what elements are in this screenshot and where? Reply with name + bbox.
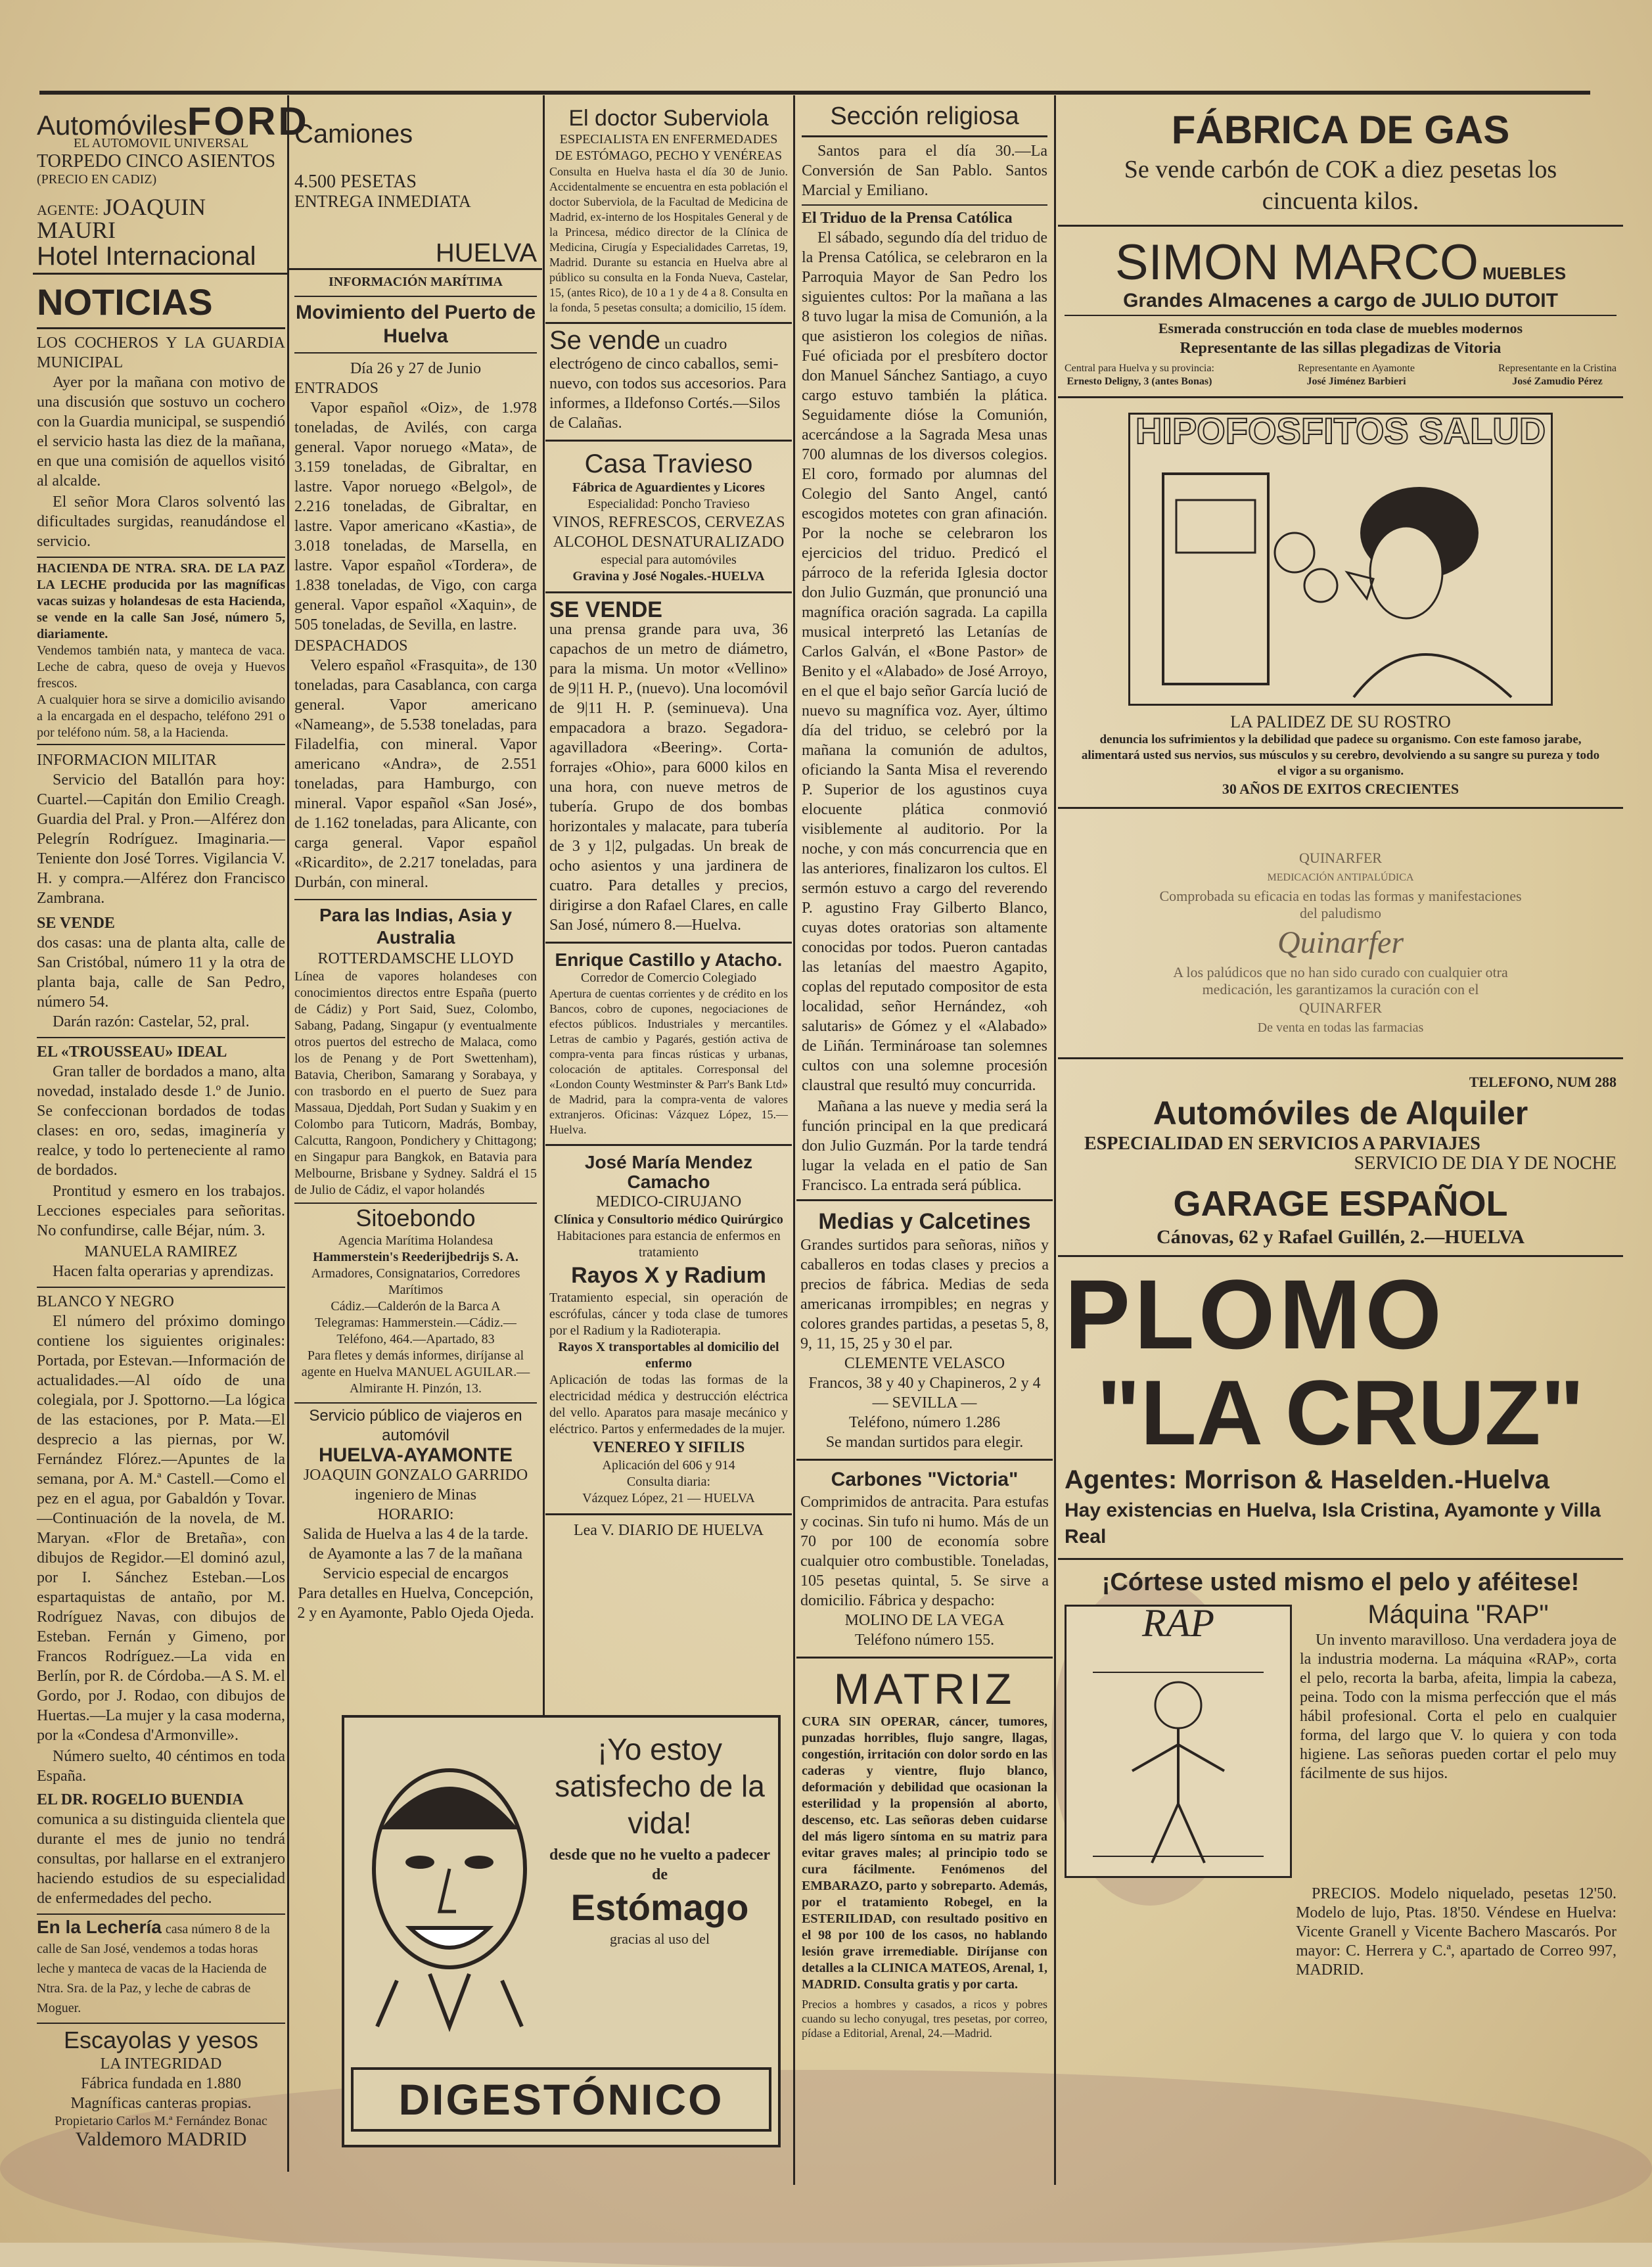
digestonico-ad [342, 1715, 781, 2147]
maquina-rap: Máquina "RAP" [1367, 1600, 1549, 1629]
castillo-ad [545, 944, 792, 1146]
alquiler-title: Automóviles de Alquiler [1153, 1095, 1528, 1132]
agencia: Agencia Marítima Holandesa [338, 1233, 493, 1248]
central: Central para Huelva y su provincia: [1065, 363, 1214, 374]
plomo-ad [1058, 1257, 1623, 1560]
blanco-headline: BLANCO Y NEGRO [37, 1287, 285, 1312]
maritima-dates: Día 26 y 27 de Junio [350, 360, 482, 377]
lacruz-title: "LA CRUZ" [1097, 1361, 1584, 1464]
simon-marco-ad [1058, 227, 1623, 398]
telegramas: Telegramas: Hammerstein.—Cádiz.—Teléfono, 464.—Apartado, 83 [315, 1316, 516, 1346]
rayos-dom: Rayos X transportables al domicilio del enfermo [558, 1340, 779, 1371]
ford-hotel: Hotel Internacional [37, 242, 256, 271]
informes: Para fletes y demás informes, diríjanse al agente en Huelva MANUEL AGUILAR.—Almirante H. Pinzón, 13. [301, 1348, 530, 1396]
maritima-title: Movimiento del Puerto de Huelva [294, 296, 537, 354]
palidez-text: denuncia los sufrimientos y la debilidad que padece su organismo. Con este famoso jarabe, alimentará usted sus nervios, sus músculos y su cerebro, devolviendo a su sangre su pureza y todo el vigor a su organismo. [1081, 733, 1600, 778]
travieso-addr: Gravina y José Nogales.-HUELVA [572, 569, 765, 584]
triduo-text: El sábado, segundo día del triduo de la Prensa Católica, se celebraron en la Parroquia Mayor de San Pedro los siguientes cultos: Por la mañana a las 8 tuvo lugar la misa de Comunión, a la que asistieron los colegios de niñas. Fué oficiada por el presbítero doctor don Manuel Sánchez Santiago, a cuyo cargo estuvo también la plática. Seguidamente dióse la Comunión, acercándose a la Sagrada Mesa unas 700 alumnas de los diversos colegios. El coro, formado por alumnas del Colegio del Santo Angel, cantó escogidos motetes con gran afinación. Por la noche se celebraron los ejercicios del triduo. Predicó el párroco de la referida Iglesia doctor don Julio Guzmán, que pronunció una magnífica oración sagrada. La capilla musical interpretó las Letanías de Carlos Galván, el «Bone Pastor» de Benito y el «Alabado» de José Arroyo, en el que el bajo señor García lució de nuevo su magnífica voz. Ayer, último día del triduo, se celebró por la mañana la comunión de adultos, oficiando la Santa Misa el reverendo P. Superior de los agustinos cuya elocuente plática conmovió visiblemente al auditorio. Por la noche, y con más concurrencia que en las anteriores, finalizaron los cultos. El sermón estuvo a cargo del reverendo P. agustino Fray Gilberto Blanco, cuyas dotes oratorias son altamente conocidas por todos. Pueron cantadas las letanías del maestro Agapito, coplas del reputado compositor de esta localidad, señor Hernández, «oh salutaris» de Gómez y el «Alabado» de Liñán. Terminároase tan solemnes cultos con una solemne procesión claustral que resultó muy concurrida. [802, 229, 1047, 1094]
travieso-auto: especial para automóviles [601, 553, 737, 567]
smiling-man-illustration [357, 1737, 541, 2027]
simon-title: SIMON MARCO [1114, 235, 1479, 290]
ford-agente: JOAQUIN MAURI [37, 194, 206, 243]
sitoebondo: Sitoebondo [294, 1202, 537, 1233]
aplicacion: Aplicación del 606 y 914 [602, 1458, 735, 1473]
top-rule [39, 91, 1590, 95]
ford-brand-left: Automóviles [37, 110, 187, 141]
mendez-ad [545, 1146, 792, 1515]
detalles: Para detalles en Huelva, Concepción, 2 y en Ayamonte, Pablo Ojeda Ojeda. [297, 1585, 534, 1622]
mendez-sub: MEDICO-CIRUJANO [595, 1193, 742, 1210]
castillo-title: Enrique Castillo y Atacho. [555, 950, 783, 970]
huelva-ayamonte: HUELVA-AYAMONTE [318, 1444, 513, 1466]
quinarfer-ad [1058, 809, 1623, 1059]
sevende-headline: SE VENDE [37, 915, 115, 932]
travieso-vinos: VINOS, REFRESCOS, CERVEZAS ALCOHOL DESNATURALIZADO [552, 514, 785, 551]
sevende-text-2: Darán razón: Castelar, 52, pral. [53, 1013, 250, 1030]
escayolas-line-1: LA INTEGRIDAD [100, 2055, 222, 2072]
hammerstein: Hammerstein's Reederijbedrijs S. A. [313, 1250, 518, 1264]
garage-telefono: TELEFONO, NUM 288 [1469, 1074, 1617, 1090]
ford-torpedo: TORPEDO CINCO ASIENTOS [37, 151, 276, 172]
ayamonte-rep: Representante en Ayamonte [1297, 363, 1415, 374]
column-4 [796, 99, 1053, 2188]
quinarfer-text: Comprobada su eficacia en todas las formas y manifestaciones del paludismo [1159, 888, 1522, 921]
hipofosfitos-title: HIPOFOSFITOS SALUD [1135, 410, 1546, 451]
cristina-name: José Zamudio Pérez [1512, 376, 1603, 387]
ingeniero: ingeniero de Minas [354, 1486, 477, 1503]
triduo-text-2: Mañana a las nueve y media será la función principal en la que predicará don Julio Guzmán. Por la tarde tendrá lugar la velada en el patio de San Francisco. La entrada será pública. [802, 1098, 1047, 1194]
triduo-headline: El Triduo de la Prensa Católica [802, 204, 1047, 228]
travieso-title: Casa Travieso [584, 449, 753, 478]
muebles: MUEBLES [1482, 263, 1567, 283]
consulta: Consulta diaria: [626, 1475, 711, 1489]
lea-diario: Lea V. DIARIO DE HUELVA [573, 1522, 764, 1539]
column-2 [289, 99, 542, 1722]
sevende-ad [545, 324, 792, 442]
medias-title: Medias y Calcetines [818, 1209, 1031, 1234]
sevende2-text: una prensa grande para uva, 36 capachos de un metro de diámetro, para la misma. Un motor «Vellino» de 9|11 H. P., (nuevo). Una locomóvil de 9|11 H. P. (seminueva). Una empacadora a brazo. Segadora-agavilladora «Beering». Corta-forrajes «Ohio», para 6000 kilos en una hora, con nueve metros de tubería. Grupo de dos bombas horizontales y malacate, para tubería de 3 y 1|2, pulgadas. Un break de ocho asientos y una jardinera de cuatro. Para detalles y precios, dirigirse a don Rafael Clares, en calle San José, número 8.—Huelva. [549, 621, 788, 934]
buendia-headline: EL DR. ROGELIO BUENDIA [37, 1791, 244, 1808]
despachados-label: DESPACHADOS [294, 637, 408, 654]
mendez-title: José María Mendez Camacho [584, 1152, 753, 1192]
escayolas-line-5: Valdemoro MADRID [75, 2128, 247, 2150]
rayos-text: Tratamiento especial, sin operación de escrófulas, cáncer y toda clase de tumores por el Radium y la Radioterapia. [549, 1291, 788, 1338]
alquiler-spec: ESPECIALIDAD EN SERVICIOS A PARVIAJES [1084, 1134, 1480, 1154]
column-rule [543, 95, 545, 1718]
gas-title: FÁBRICA DE GAS [1171, 108, 1510, 152]
representante: Representante de las sillas plegadizas de Vitoria [1180, 340, 1502, 357]
quinarfer-text-2: A los palúdicos que no han sido curado con cualquier otra medicación, les garantizamos la curación con el [1173, 964, 1508, 997]
ford-brand: FORD [187, 99, 310, 143]
digestonico-gracias: gracias al uso del [609, 1931, 710, 1947]
militar-headline: INFORMACION MILITAR [37, 752, 217, 769]
matriz-foot: Precios a hombres y casados, a ricos y pobres cuando su lecho conyugal, tres pesetas, por correo, pídase a Editorial, Arenal, 24.—Madrid. [802, 1998, 1047, 2040]
esmerada: Esmerada construcción en toda clase de muebles modernos [1065, 315, 1617, 338]
suberviola-title: El doctor Suberviola [568, 106, 769, 131]
gas-text: Se vende carbón de COK a diez pesetas los cincuenta kilos. [1124, 156, 1557, 215]
travieso-ad [545, 442, 792, 593]
ford-city: HUELVA [435, 239, 537, 267]
column-5 [1058, 99, 1623, 2188]
religiosa-title: Sección religiosa [802, 101, 1047, 137]
venereo: VENEREO Y SIFILIS [592, 1439, 745, 1456]
digestonico-line-2: desde que no he vuelto a padecer de [549, 1846, 770, 1883]
man-figure-illustration [1080, 1659, 1277, 1869]
sevilla: — SEVILLA — [872, 1394, 977, 1411]
servicio-publico: Servicio público de viajeros en automóvil [294, 1402, 537, 1446]
armadores: Armadores, Consignatarios, Corredores Marítimos [311, 1266, 520, 1297]
lecheria-text: casa número 8 de la calle de San José, vendemos a todas horas leche y manteca de vacas de la Hacienda de Ntra. Sra. de la Paz, y leche de cabras de Moguer. [37, 1922, 270, 2015]
quinarfer-2: QUINARFER [1299, 999, 1382, 1016]
escayolas-headline: Escayolas y yesos [63, 2027, 259, 2053]
sevende2-title: SE VENDE [549, 597, 662, 622]
hacienda-ad-2: Vendemos también nata, y manteca de vaca. Leche de cabra, queso de oveja y Huevos frescos. [37, 643, 285, 691]
almacenes: Grandes Almacenes a cargo de JULIO DUTOIT [1123, 290, 1558, 311]
lloyd-text: Línea de vapores holandeses con conocimientos directos entre España (puerto de Cádiz) y Port Said, Suez, Colombo, Sabang, Padang, Singapur (y eventualmente otros puertos del estrecho de Malaca, como los de Penang y de Port Swettenham), Batavia, Cheribon, Samarang y Sorabaya, y con trasbordo en el puerto de Suez para Massaua, Djeddah, Port Sudan y Suakim y en Colombo para Tuticorn, Madrás, Bombay, Calcutta, Rangoon, Pondichery y Chittagong; en Singapur para Bangkok, en Batavia para Melbourne, Brisbane y Sydney. Saldrá el 15 de Julio de Cádiz, el vapor holandés [294, 969, 537, 1197]
sevende-text: un cuadro electrógeno de cinco caballos, semi-nuevo, con todos sus accesorios. Para informes, a Ildefonso Cortés.—Silos de Calañas. [549, 336, 787, 432]
santos-text: Santos para el día 30.—La Conversión de San Pablo. Santos Marcial y Emiliano. [802, 143, 1047, 199]
medias-text: Grandes surtidos para señoras, niños y caballeros en todas clases y precios a precios de fábrica. Medias de seda americanas irrompibles; en negras y colores grandes partidas, a pesetas 5, 8, 9, 11, 15, 25 y 30 el par. [800, 1237, 1049, 1352]
palidez: LA PALIDEZ DE SU ROSTRO [1230, 712, 1451, 731]
cocheros-text-2: El señor Mora Claros solventó las dificultades surgidas, reanudándose el servicio. [37, 493, 285, 550]
rap-logo: RAP [1142, 1601, 1214, 1645]
blanco-text-2: Número suelto, 40 céntimos en toda España. [37, 1748, 285, 1785]
matriz-text: CURA SIN OPERAR, cáncer, tumores, punzadas horribles, flujo sangre, llagas, congestión, irritación con dolor sordo en las caderas y vientre, flujo blanco, deformación y debilidad que ocasionan la esterilidad y la propensión al aborto, descenso, etc. Las señoras deben cuidarse del más ligero síntoma en su matriz para evitar graves males; al principio todo se cura fácilmente. Fenómenos del EMBARAZO, parto y sobreparto. Además, por el tratamiento Robegel, en la ESTERILIDAD, con resultado positivo en el 98 por 100 de los casos, no hablando lesión grave irremediable. Diríjanse con detalles a la CLINICA MATEOS, Arenal, 1, MADRID. Consulta gratis y por carta. [802, 1714, 1047, 1992]
ayamonte-name: José Jiménez Barbieri [1306, 376, 1406, 387]
castillo-text: Apertura de cuentas corrientes y de crédito en los Bancos, cobro de cupones, negociaciones de efectos públicos. Industriales y mercantiles. Letras de cambio y Pagarés, gestión activa de compra-venta para fincas rústicas y urbanas, colocación de aptitales. Corresponsal del «London County Westminster & Parr's Bank Ltd» de Madrid, para la compra-venta de valores extranjeros. Oficinas: Vázquez López, 15.—Huelva. [549, 987, 788, 1136]
mendez-clinica: Clínica y Consultorio médico Quirúrgico [554, 1212, 783, 1227]
column-1 [33, 99, 310, 2188]
central-addr: Ernesto Deligny, 3 (antes Bonas) [1067, 376, 1212, 387]
escayolas-line-3: Magníficas canteras propias. [70, 2095, 252, 2112]
digestonico-line-1: ¡Yo estoy satisfecho de la vida! [555, 1732, 765, 1840]
suberviola-text: Consulta en Huelva hasta el día 30 de Junio. Accidentalmente se encuentra en esta población el doctor Suberviola, de la Facultad de Medicina de Madrid, ex-interno de los Hospitales General y de la Princesa, médico director de la Clínica de Medicina, Cirugía y Especialidades Carretas, 19, Madrid. Durante su estancia en Huelva abre al público su consulta en la Fonda Nueva, Castelar, 15, (antes Rico), de 10 a 1 y de 4 a 8. Consulta en la fonda, 5 pesetas consulta; a domicilio, 15 ídem. [549, 165, 788, 314]
rap-precios: PRECIOS. Modelo niquelado, pesetas 12'50. Modelo de lujo, Ptas. 18'50. Véndese en Huelva: Vicente Granell y Vicente Bachero Mascarós. Por mayor: C. Herrera y C.ª, apartado de Correo 997, MADRID. [1296, 1885, 1617, 1979]
mendez-hab: Habitaciones para estancia de enfermos en tratamiento [557, 1229, 781, 1260]
garage-ad [1058, 1059, 1623, 1257]
column-rule [793, 95, 795, 2185]
carbones-title: Carbones "Victoria" [831, 1469, 1019, 1490]
trousseau-headline: EL «TROUSSEAU» IDEAL [37, 1037, 285, 1062]
sevende-text: dos casas: una de planta alta, calle de San Cristóbal, número 11 y la otra de planta baja, calle de San Pedro, número 54. [37, 934, 285, 1011]
carbones-ad [796, 1461, 1053, 1659]
ford-cadiz: (PRECIO EN CADIZ) [37, 172, 157, 187]
hipofosfitos-ad [1058, 398, 1623, 809]
indias-title: Para las Indias, Asia y Australia [294, 899, 537, 949]
quinarfer-med: MEDICACIÓN ANTIPALÚDICA [1267, 872, 1414, 883]
travieso-spec: Especialidad: Poncho Travieso [587, 497, 750, 511]
despachados-text: Velero español «Frasquita», de 130 toneladas, para Casablanca, con carga general. Vapor americano «Nameang», de 5.538 toneladas, para Filadelfia, con mineral. Vapor americano «Andra», de 2.551 toneladas, para Hamburgo, con mineral. Vapor español «San José», de 1.162 toneladas, para Alicante, con carga general. Vapor español «Ricardito», de 2.217 toneladas, para Durbán, con mineral. [294, 657, 537, 891]
suberviola-ad [545, 99, 792, 324]
plomo-title: PLOMO [1065, 1259, 1446, 1369]
travieso-sub: Fábrica de Aguardientes y Licores [572, 480, 765, 495]
quinarfer-logo: Quinarfer [1277, 925, 1404, 960]
trousseau-text: Gran taller de bordados a mano, alta novedad, instalado desde 1.º de Junio. Se confeccionan bordados de todas clases: en oro, sedas, imaginería y realce, y todo lo perteneciente al ramo de bordados. [37, 1063, 285, 1179]
ford-entrega: ENTREGA INMEDIATA [294, 192, 471, 211]
quinarfer-venta: De venta en todas las farmacias [1257, 1020, 1424, 1035]
velasco-addr: Francos, 38 y 40 y Chapineros, 2 y 4 [808, 1375, 1041, 1392]
medias-telefono: Teléfono, número 1.286 [848, 1414, 1001, 1431]
lecheria-headline: En la Lechería [37, 1917, 162, 1937]
entrados-label: ENTRADOS [294, 380, 379, 397]
woman-drinking-illustration [1143, 461, 1538, 697]
cristina-rep: Representante en la Cristina [1498, 363, 1617, 374]
garage-addr: Cánovas, 62 y Rafael Guillén, 2.—HUELVA [1156, 1226, 1525, 1248]
noticias-title: NOTICIAS [37, 281, 285, 329]
cortese: ¡Córtese usted mismo el pelo y aféitese! [1101, 1569, 1580, 1596]
hacienda-ad: HACIENDA DE NTRA. SRA. DE LA PAZ LA LECHE producida por las magníficas vacas suizas y holandesas de esta Hacienda, se vende en la calle San José, número 5, diariamente. [37, 561, 285, 641]
ford-agente-label: AGENTE: [37, 202, 99, 218]
matriz-ad [796, 1659, 1053, 2046]
alquiler-dia: SERVICIO DE DIA Y DE NOCHE [1354, 1153, 1617, 1174]
molino: MOLINO DE LA VEGA [844, 1612, 1005, 1629]
plomo-existencias: Hay existencias en Huelva, Isla Cristina, Ayamonte y Villa Real [1065, 1500, 1601, 1547]
exitos: 30 AÑOS DE EXITOS CRECIENTES [1222, 781, 1459, 797]
consulta-addr: Vázquez López, 21 — HUELVA [582, 1491, 755, 1505]
sevende-title: Se vende [549, 326, 661, 355]
lloyd: ROTTERDAMSCHE LLOYD [317, 950, 514, 967]
digestonico-brand: DIGESTÓNICO [351, 2067, 771, 2132]
cocheros-text: Ayer por la mañana con motivo de una discusión que sostuvo un cochero con la Guardia municipal, se suspendió el servicio hasta las diez de la mañana, en que una comisión de aquellos visitó al alcalde. [37, 374, 285, 490]
horario-text: Salida de Huelva a las 4 de la tarde. de Ayamonte a las 7 de la mañana Servicio especial de encargos [302, 1526, 529, 1582]
buendia-text: comunica a su distinguida clientela que durante el mes de junio no tendrá consultas, por hallarse en el extranjero haciendo estudios de su especialidad de enfermedades del pecho. [37, 1811, 285, 1907]
escayolas-line-4: Propietario Carlos M.ª Fernández Bonac [55, 2114, 267, 2128]
ford-price: 4.500 PESETAS [294, 172, 417, 192]
maritima-kicker: INFORMACIÓN MARÍTIMA [329, 275, 503, 289]
blanco-text: El número del próximo domingo contiene los siguientes originales: Portada, por Estevan.—Información de actualidades.—Al oído de una colegiala, por J. Spottorno.—La lógica de las estaciones, por P. Mata.—El desprecio a las piernas, por W. Fernández Flórez.—Apuntes de la semana, por A. M.ª Castell.—Como el pez en el agua, por Gabaldón y Tovar.—Continuación de la novela, de M. Maryan. «Flor de Bretaña», con dibujos de Regidor.—El dominó azul, por I. Sánchez Esteban.—Los espartaquistas de antaño, por M. Rodríguez Navas, con dibujos de Esteban. Fernán y Gimeno, por Francos Rodríguez.—La vida en Berlín, por R. de Córdoba.—A S. M. el Gordo, por J. Rodao, con dibujos de Huertas.—La mujer y la casa moderna, por la «Condesa d'Armonville». [37, 1313, 285, 1744]
trousseau-text-3: Hacen falta operarias y aprendizas. [53, 1263, 274, 1280]
horario: HORARIO: [377, 1506, 454, 1523]
rayos-text-2: Aplicación de todas las formas de la electricidad médica y destrucción eléctrica del vello. Aparatos para masaje mecánico y eléctrico. Partos y enfermedades de la mujer. [549, 1373, 788, 1436]
matriz-title: MATRIZ [833, 1664, 1016, 1713]
militar-text: Servicio del Batallón para hoy: Cuartel.—Capitán don Emilio Creagh. Guardia del Pral. y Pron.—Alférez don Pelegrín Rodríguez. Imaginaria.—Teniente don José Torres. Vigilancia V. H. y compra.—Alférez don Francisco Zambrana. [37, 771, 285, 907]
cadiz-address: Cádiz.—Calderón de la Barca A [331, 1299, 501, 1314]
rayos-title: Rayos X y Radium [571, 1263, 766, 1288]
surtidos: Se mandan surtidos para elegir. [825, 1434, 1024, 1451]
rap-text: Un invento maravilloso. Una verdadera joya de la industria moderna. La máquina «RAP», corta el pelo, recorta la barba, afeita, limpia la cabeza, peina. Todo con la misma perfección que el más hábil profesional. Corta el pelo en cualquier forma, del largo que V. lo quiera y con toda higiene. Las señoras pueden cortar el pelo muy fácilmente de sus hijos. [1300, 1632, 1617, 1782]
rap-ad [1058, 1560, 1623, 1988]
suberviola-spec: ESPECIALISTA EN ENFERMEDADES DE ESTÓMAGO, PECHO Y VENÉREAS [555, 132, 783, 163]
digestonico-estomago: Estómago [570, 1887, 749, 1928]
entrados-text: Vapor español «Oiz», de 1.978 toneladas, de Avilés, con carga general. Vapor noruego «Mata», de 3.159 toneladas, de Gibraltar, en lastre. Vapor noruego «Belgol», de 2.216 toneladas, de Gibraltar, en lastre. Vapor americano «Kastia», de 3.018 toneladas, de Marsella, en lastre. Vapor español «Tordera», de 1.838 toneladas, de Vigo, con carga general. Vapor español «Xaquin», de 505 toneladas, de Sevilla, en lastre. [294, 400, 537, 633]
molino-tel: Teléfono número 155. [854, 1632, 995, 1649]
velasco: CLEMENTE VELASCO [844, 1355, 1005, 1372]
castillo-sub: Corredor de Comercio Colegiado [580, 971, 757, 985]
cocheros-headline: LOS COCHEROS Y LA GUARDIA MUNICIPAL [37, 334, 285, 371]
medias-ad [796, 1199, 1053, 1461]
quinarfer-1: QUINARFER [1299, 850, 1382, 866]
sevende2-ad [545, 593, 792, 944]
ford-subtitle: EL AUTOMOVIL UNIVERSAL [74, 136, 248, 150]
garage-title: GARAGE ESPAÑOL [1173, 1184, 1508, 1224]
trousseau-name: MANUELA RAMIREZ [84, 1243, 238, 1260]
carbones-text: Comprimidos de antracita. Para estufas y cocinas. Sin tufo ni humo. Más de un 70 por 100 de economía sobre cualquier otro combustible. Toneladas, 105 pesetas quintal, 5. Se sirve a domicilio. Fábrica y despacho: [800, 1494, 1049, 1609]
escayolas-line-2: Fábrica fundada en 1.880 [81, 2075, 241, 2092]
hipofosfitos-illustration [1128, 410, 1553, 706]
rap-illustration [1065, 1601, 1292, 1878]
ford-brand-right: Camiones [294, 120, 413, 149]
garrido: JOAQUIN GONZALO GARRIDO [303, 1467, 528, 1484]
hacienda-ad-3: A cualquier hora se sirve a domicilio avisando a la encargada en el despacho, teléfono 291 o por teléfono núm. 58, a la Hacienda. [37, 693, 285, 740]
column-rule [1054, 95, 1056, 2185]
ford-ad [33, 99, 310, 275]
trousseau-text-2: Prontitud y esmero en los trabajos. Lecciones especiales para señoritas. No confundirse, calle Béjar, núm. 3. [37, 1183, 285, 1239]
column-3 [545, 99, 792, 1722]
plomo-agentes: Agentes: Morrison & Haselden.-Huelva [1065, 1465, 1549, 1494]
gas-ad [1058, 99, 1623, 227]
